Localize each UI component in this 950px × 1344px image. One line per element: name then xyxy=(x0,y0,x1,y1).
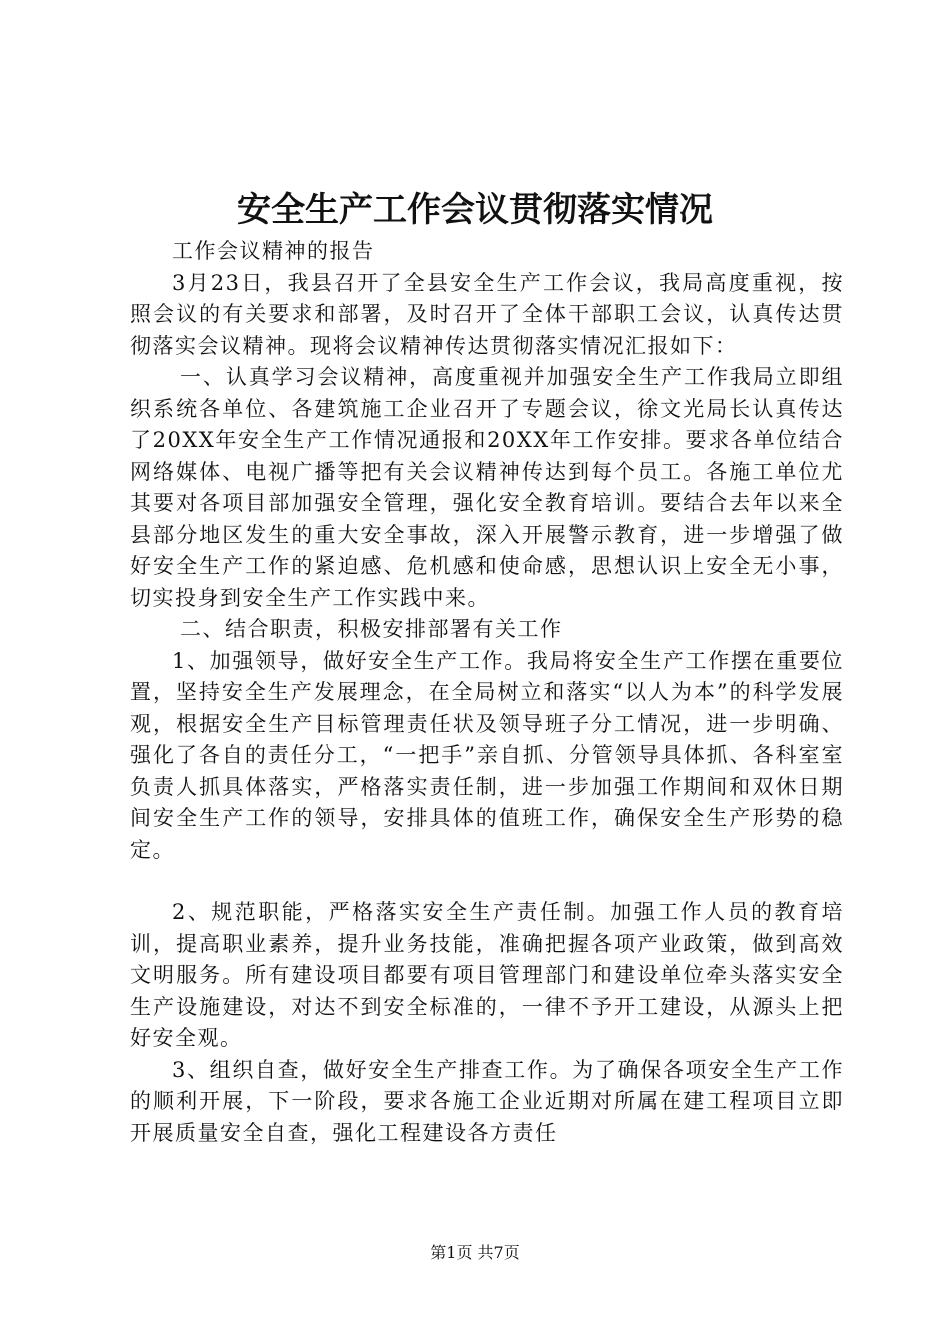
document-title: 安全生产工作会议贯彻落实情况 xyxy=(237,190,713,230)
paragraph-intro: 3月23日，我县召开了全县安全生产工作会议，我局高度重视，按照会议的有关要求和部署，及时召开了全体干部职工会议，认真传达贯彻落实会议精神。现将会议精神传达贯彻落实情况汇报如下： xyxy=(130,270,844,358)
paragraph-item-3: 3、组织自查，做好安全生产排查工作。为了确保各项安全生产工作的顺利开展，下一阶段，要求各施工企业近期对所属在建工程项目立即开展质量安全自查，强化工程建设各方责任 xyxy=(130,1057,844,1145)
paragraph-subtitle: 工作会议精神的报告 xyxy=(172,239,375,263)
paragraph-item-1: 1、加强领导，做好安全生产工作。我局将安全生产工作摆在重要位置，坚持安全生产发展理念，在全局树立和落实“以人为本”的科学发展观，根据安全生产目标管理责任状及领导班子分工情况，进一步明确、强化了各自的责任分工，“一把手”亲自抓、分管领导具体抓、各科室室负责人抓具体落实，严格落实责任制，进一步加强工作期间和双休日期间安全生产工作的领导，安排具体的值班工作，确保安全生产形势的稳定。 xyxy=(130,648,844,862)
page-number-footer: 第1页 共7页 xyxy=(430,1243,520,1262)
paragraph-section-2-heading: 二、结合职责，积极安排部署有关工作 xyxy=(180,617,563,641)
document-body xyxy=(130,236,844,1149)
paragraph-section-1: 一、认真学习会议精神，高度重视并加强安全生产工作我局立即组织系统各单位、各建筑施工企业召开了专题会议，徐文光局长认真传达了20XX年安全生产工作情况通报和20XX年工作安排。要求各单位结合网络媒体、电视广播等把有关会议精神传达到每个员工。各施工单位尤其要对各项目部加强安全管理，强化安全教育培训。要结合去年以来全县部分地区发生的重大安全事故，深入开展警示教育，进一步增强了做好安全生产工作的紧迫感、危机感和使命感，思想认识上安全无小事，切实投身到安全生产工作实践中来。 xyxy=(130,365,844,610)
paragraph-item-2: 2、规范职能，严格落实安全生产责任制。加强工作人员的教育培训，提高职业素养，提升业务技能，准确把握各项产业政策，做到高效文明服务。所有建设项目都要有项目管理部门和建设单位牵头落实安全生产设施建设，对达不到安全标准的，一律不予开工建设，从源头上把好安全观。 xyxy=(130,900,844,1050)
